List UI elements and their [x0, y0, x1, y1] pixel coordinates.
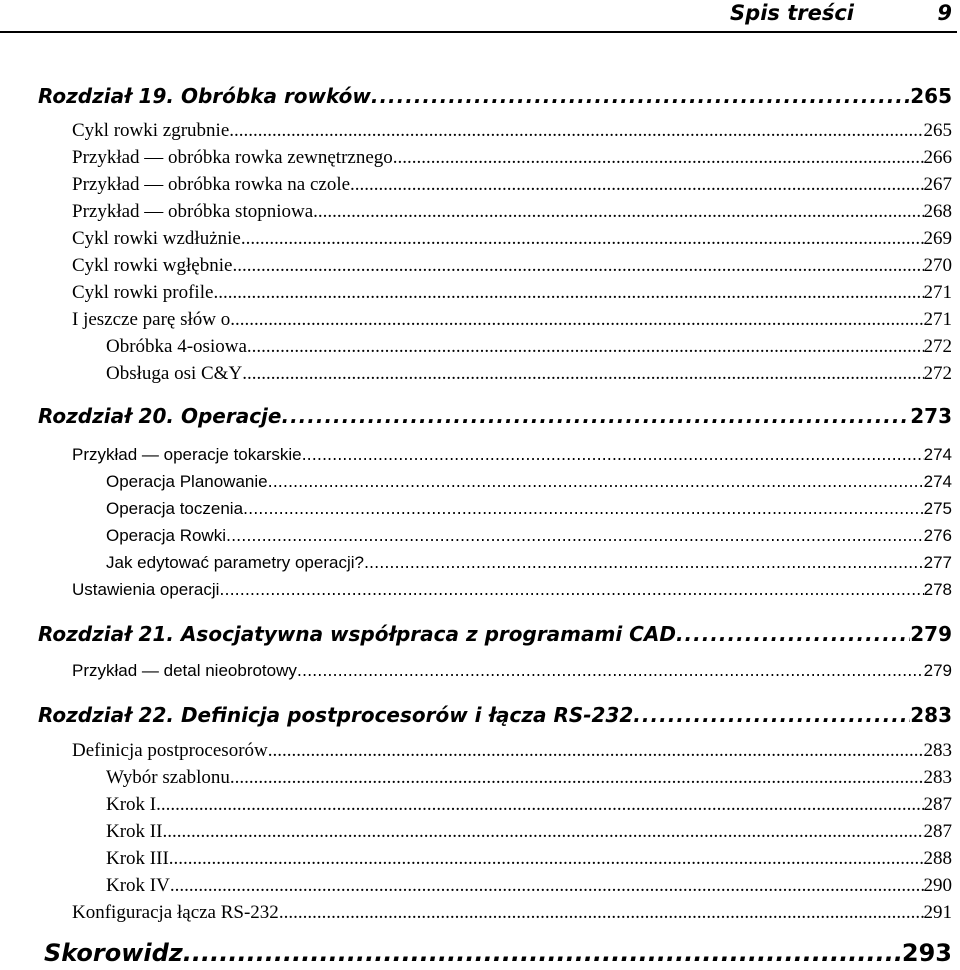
- entry-title: Przykład — detal nieobrotowy: [72, 661, 297, 680]
- leader-dots: [245, 306, 924, 333]
- leader-dots: [230, 764, 924, 791]
- leader-dots: [232, 252, 923, 279]
- toc-entry[interactable]: [72, 171, 952, 198]
- toc-chapter-19[interactable]: [38, 81, 952, 111]
- leader-dots: [156, 791, 923, 818]
- toc-entry[interactable]: [72, 144, 952, 171]
- entry-page: 267: [923, 174, 952, 195]
- entry-page: 291: [923, 902, 952, 923]
- entry-title: Przykład — obróbka stopniowa: [72, 201, 314, 222]
- entry-page: 288: [923, 848, 952, 869]
- index-title: Skorowidz: [44, 939, 183, 967]
- leader-dots: [633, 700, 910, 730]
- entry-title: Operacja Rowki: [106, 526, 226, 545]
- entry-title: Krok II: [106, 821, 163, 842]
- leader-dots: [229, 117, 923, 144]
- toc-subentry[interactable]: [106, 872, 952, 899]
- entry-page: 265: [923, 120, 952, 141]
- chapter-title: Rozdział 20. Operacje: [38, 404, 282, 428]
- entry-page: 274: [923, 445, 952, 464]
- leader-dots: [279, 899, 924, 926]
- entry-title: Cykl rowki profile: [72, 282, 214, 303]
- toc-subentry[interactable]: [106, 549, 952, 576]
- leader-dots: [268, 737, 924, 764]
- leader-dots: [281, 401, 910, 431]
- entry-page: 290: [923, 875, 952, 896]
- toc-chapter-20[interactable]: [38, 401, 952, 431]
- entry-page: 272: [923, 363, 952, 384]
- index-page: 293: [901, 939, 952, 967]
- toc-subentry[interactable]: [106, 522, 952, 549]
- toc-entry[interactable]: [72, 117, 952, 144]
- leader-dots: [350, 171, 923, 198]
- leader-dots: [242, 360, 923, 387]
- entry-title: Obróbka 4-osiowa: [106, 336, 247, 357]
- leader-dots: [243, 495, 924, 522]
- page-number: 9: [937, 1, 952, 25]
- entry-title: Cykl rowki zgrubnie: [72, 120, 230, 141]
- toc-entry[interactable]: [72, 279, 952, 306]
- toc-subentry[interactable]: [106, 791, 952, 818]
- chapter-title: Rozdział 22. Definicja postprocesorów i łącza RS-232: [38, 703, 634, 727]
- entry-title: Jak edytować parametry operacji?: [106, 553, 364, 572]
- toc-entry[interactable]: [72, 225, 952, 252]
- entry-title: Cykl rowki wzdłużnie: [72, 228, 241, 249]
- leader-dots: [364, 549, 924, 576]
- entry-title: Cykl rowki wgłębnie: [72, 255, 233, 276]
- leader-dots: [183, 936, 902, 970]
- entry-title: Operacja toczenia: [106, 499, 244, 518]
- entry-page: 271: [923, 309, 952, 330]
- leader-dots: [676, 619, 910, 649]
- toc-index[interactable]: [44, 936, 952, 970]
- running-header: [0, 0, 960, 34]
- toc-subentry[interactable]: [106, 360, 952, 387]
- toc-entry[interactable]: [72, 198, 952, 225]
- entry-page: 266: [923, 147, 952, 168]
- chapter-title: Rozdział 19. Obróbka rowków: [38, 84, 371, 108]
- toc-entry[interactable]: [72, 737, 952, 764]
- chapter-title: Rozdział 21. Asocjatywna współpraca z programami CAD: [38, 622, 676, 646]
- toc-entry[interactable]: [72, 441, 952, 468]
- entry-page: 272: [923, 336, 952, 357]
- leader-dots: [247, 333, 924, 360]
- toc-entry[interactable]: [72, 252, 952, 279]
- entry-title: I jeszcze parę słów o...: [72, 309, 245, 330]
- entry-page: 279: [923, 661, 952, 680]
- leader-dots: [268, 468, 924, 495]
- leader-dots: [393, 144, 924, 171]
- toc-subentry[interactable]: [106, 333, 952, 360]
- entry-page: 278: [923, 580, 952, 599]
- entry-page: 268: [923, 201, 952, 222]
- leader-dots: [213, 279, 923, 306]
- entry-title: Krok IV: [106, 875, 170, 896]
- entry-title: Definicja postprocesorów: [72, 740, 268, 761]
- toc-subentry[interactable]: [106, 468, 952, 495]
- entry-title: Obsługa osi C&Y: [106, 363, 243, 384]
- entry-page: 276: [923, 526, 952, 545]
- toc-entry[interactable]: [72, 657, 952, 684]
- entry-page: 275: [923, 499, 952, 518]
- running-header-title: Spis treści: [730, 1, 854, 25]
- entry-page: 274: [923, 472, 952, 491]
- toc-subentry[interactable]: [106, 818, 952, 845]
- entry-page: 287: [923, 821, 952, 842]
- leader-dots: [371, 81, 910, 111]
- toc-entry[interactable]: [72, 899, 952, 926]
- chapter-page: 273: [910, 404, 952, 428]
- leader-dots: [162, 818, 923, 845]
- toc-subentry[interactable]: [106, 495, 952, 522]
- entry-page: 269: [923, 228, 952, 249]
- leader-dots: [219, 576, 923, 603]
- header-rule: [0, 31, 957, 33]
- leader-dots: [241, 225, 924, 252]
- entry-page: 271: [923, 282, 952, 303]
- leader-dots: [226, 522, 924, 549]
- leader-dots: [170, 872, 924, 899]
- entry-page: 270: [923, 255, 952, 276]
- chapter-page: 265: [910, 84, 952, 108]
- toc-subentry[interactable]: [106, 845, 952, 872]
- leader-dots: [297, 657, 924, 684]
- leader-dots: [313, 198, 923, 225]
- entry-page: 287: [923, 794, 952, 815]
- entry-title: Operacja Planowanie: [106, 472, 268, 491]
- chapter-page: 279: [910, 622, 952, 646]
- leader-dots: [169, 845, 924, 872]
- entry-page: 277: [923, 553, 952, 572]
- entry-title: Przykład — operacje tokarskie: [72, 445, 302, 464]
- entry-title: Przykład — obróbka rowka na czole: [72, 174, 351, 195]
- toc-chapter-22[interactable]: [38, 700, 952, 730]
- entry-title: Konfiguracja łącza RS-232: [72, 902, 279, 923]
- entry-title: Wybór szablonu: [106, 767, 230, 788]
- entry-title: Ustawienia operacji: [72, 580, 220, 599]
- chapter-page: 283: [910, 703, 952, 727]
- entry-title: Przykład — obróbka rowka zewnętrznego: [72, 147, 393, 168]
- entry-title: Krok I: [106, 794, 157, 815]
- toc-chapter-21[interactable]: [38, 619, 952, 649]
- toc-entry[interactable]: [72, 306, 952, 333]
- toc-entry[interactable]: [72, 576, 952, 603]
- entry-page: 283: [923, 740, 952, 761]
- leader-dots: [302, 441, 924, 468]
- entry-page: 283: [923, 767, 952, 788]
- entry-title: Krok III: [106, 848, 169, 869]
- toc-subentry[interactable]: [106, 764, 952, 791]
